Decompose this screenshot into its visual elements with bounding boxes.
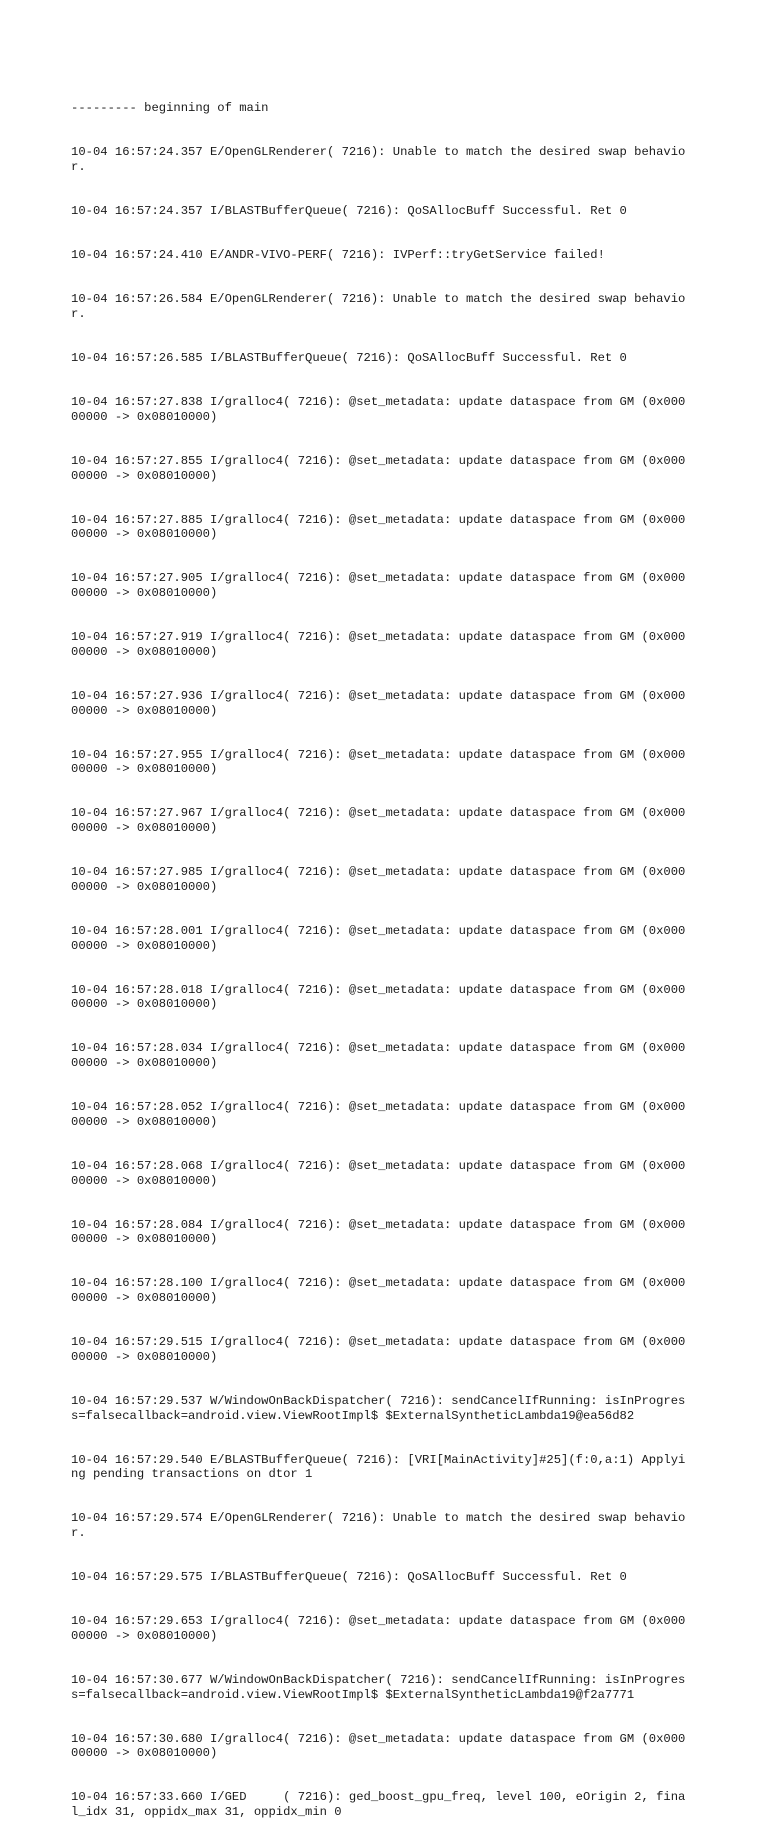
log-line: 10-04 16:57:27.985 I/gralloc4( 7216): @set_metadata: update dataspace from GM (0x00000000 -> 0x08010000) <box>71 865 686 894</box>
log-line: 10-04 16:57:27.967 I/gralloc4( 7216): @set_metadata: update dataspace from GM (0x00000000 -> 0x08010000) <box>71 806 686 836</box>
log-line: 10-04 16:57:29.574 E/OpenGLRenderer( 7216): Unable to match the desired swap behavior. <box>71 1511 686 1541</box>
log-line: 10-04 16:57:29.575 I/BLASTBufferQueue( 7216): QoSAllocBuff Successful. Ret 0 <box>71 1570 627 1585</box>
log-line: 10-04 16:57:27.955 I/gralloc4( 7216): @set_metadata: update dataspace from GM (0x00000000 -> 0x08010000) <box>71 747 686 777</box>
log-line: 10-04 16:57:28.018 I/gralloc4( 7216): @set_metadata: update dataspace from GM (0x00000000 -> 0x08010000) <box>71 982 686 1012</box>
log-line: 10-04 16:57:27.885 I/gralloc4( 7216): @set_metadata: update dataspace from GM (0x00000000 -> 0x08010000) <box>71 512 686 542</box>
log-line: --------- beginning of main <box>71 101 269 116</box>
log-line: 10-04 16:57:28.034 I/gralloc4( 7216): @set_metadata: update dataspace from GM (0x00000000 -> 0x08010000) <box>71 1041 686 1071</box>
log-line: 10-04 16:57:28.068 I/gralloc4( 7216): @set_metadata: update dataspace from GM (0x00000000 -> 0x08010000) <box>71 1158 686 1188</box>
log-line: 10-04 16:57:28.100 I/gralloc4( 7216): @set_metadata: update dataspace from GM (0x00000000 -> 0x08010000) <box>71 1276 686 1306</box>
log-line: 10-04 16:57:28.001 I/gralloc4( 7216): @set_metadata: update dataspace from GM (0x00000000 -> 0x08010000) <box>71 923 686 953</box>
log-line: 10-04 16:57:27.855 I/gralloc4( 7216): @set_metadata: update dataspace from GM (0x00000000 -> 0x08010000) <box>71 453 686 483</box>
log-line: 10-04 16:57:24.357 E/OpenGLRenderer( 7216): Unable to match the desired swap behavior. <box>71 145 686 175</box>
log-line: 10-04 16:57:30.680 I/gralloc4( 7216): @set_metadata: update dataspace from GM (0x00000000 -> 0x08010000) <box>71 1731 686 1761</box>
log-line: 10-04 16:57:28.084 I/gralloc4( 7216): @set_metadata: update dataspace from GM (0x00000000 -> 0x08010000) <box>71 1217 686 1247</box>
log-line: 10-04 16:57:29.515 I/gralloc4( 7216): @set_metadata: update dataspace from GM (0x00000000 -> 0x08010000) <box>71 1335 686 1364</box>
log-line: 10-04 16:57:29.653 I/gralloc4( 7216): @set_metadata: update dataspace from GM (0x00000000 -> 0x08010000) <box>71 1614 686 1643</box>
log-line: 10-04 16:57:29.537 W/WindowOnBackDispatcher( 7216): sendCancelIfRunning: isInProgress=falsecallback=android.view.ViewRootImpl$ $ExternalSyntheticLambda19@ea56d82 <box>71 1393 686 1423</box>
log-line: 10-04 16:57:27.838 I/gralloc4( 7216): @set_metadata: update dataspace from GM (0x00000000 -> 0x08010000) <box>71 395 686 424</box>
log-line: 10-04 16:57:30.677 W/WindowOnBackDispatcher( 7216): sendCancelIfRunning: isInProgress=falsecallback=android.view.ViewRootImpl$ $ExternalSyntheticLambda19@f2a7771 <box>71 1672 686 1702</box>
log-line: 10-04 16:57:27.936 I/gralloc4( 7216): @set_metadata: update dataspace from GM (0x00000000 -> 0x08010000) <box>71 688 686 718</box>
log-line: 10-04 16:57:29.540 E/BLASTBufferQueue( 7216): [VRI[MainActivity]#25](f:0,a:1) Applying pending transactions on dtor 1 <box>71 1452 686 1482</box>
log-line: 10-04 16:57:27.905 I/gralloc4( 7216): @set_metadata: update dataspace from GM (0x00000000 -> 0x08010000) <box>71 571 686 601</box>
log-line: 10-04 16:57:28.052 I/gralloc4( 7216): @set_metadata: update dataspace from GM (0x00000000 -> 0x08010000) <box>71 1100 686 1129</box>
log-line: 10-04 16:57:27.919 I/gralloc4( 7216): @set_metadata: update dataspace from GM (0x00000000 -> 0x08010000) <box>71 630 686 659</box>
log-output <box>71 72 691 1835</box>
log-line: 10-04 16:57:26.584 E/OpenGLRenderer( 7216): Unable to match the desired swap behavior. <box>71 292 686 321</box>
log-line: 10-04 16:57:24.410 E/ANDR-VIVO-PERF( 7216): IVPerf::tryGetService failed! <box>71 248 605 263</box>
log-line: 10-04 16:57:24.357 I/BLASTBufferQueue( 7216): QoSAllocBuff Successful. Ret 0 <box>71 204 627 219</box>
log-line: 10-04 16:57:33.660 I/GED ( 7216): ged_boost_gpu_freq, level 100, eOrigin 2, final_idx 31, oppidx_max 31, oppidx_min 0 <box>71 1790 686 1820</box>
log-line: 10-04 16:57:26.585 I/BLASTBufferQueue( 7216): QoSAllocBuff Successful. Ret 0 <box>71 351 627 366</box>
